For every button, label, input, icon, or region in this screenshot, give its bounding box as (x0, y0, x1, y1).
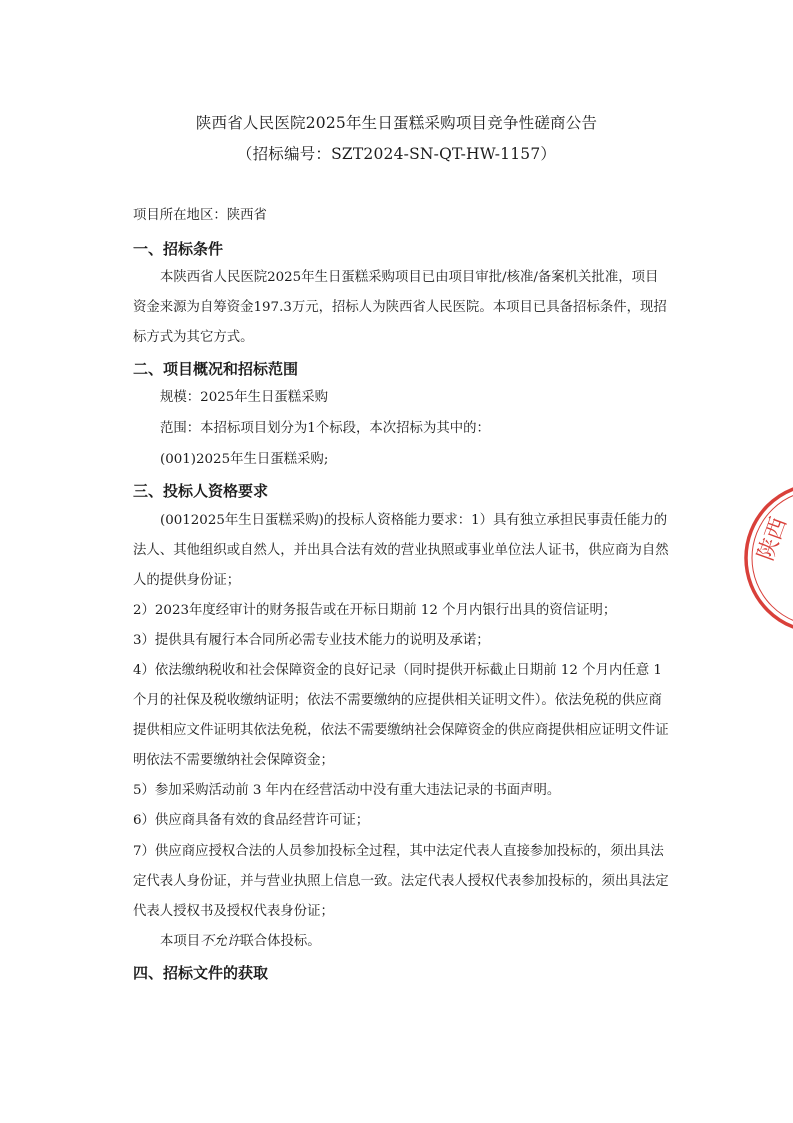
consortium-note (160, 933, 690, 951)
paragraph-line: 本陕西省人民医院2025年生日蛋糕采购项目已由项目审批/核准/备案机关批准，项目 (160, 270, 659, 285)
paragraph-line: 代表人授权书及授权代表身份证； (133, 904, 334, 919)
paragraph-line: 2）2023年度经审计的财务报告或在开标日期前 12 个月内银行出具的资信证明； (133, 603, 617, 618)
section-heading: 一、招标条件 (133, 240, 224, 258)
paragraph-line: 4）依法缴纳税收和社会保障资金的良好记录（同时提供开标截止日期前 12 个月内任意 1 (133, 663, 662, 678)
note-emphasis: 不允许 (200, 934, 241, 949)
paragraph-line: 7）供应商应授权合法的人员参加投标全过程，其中法定代表人直接参加投标的，须出具法 (133, 844, 664, 859)
seal-text: 陕西 (753, 514, 793, 565)
paragraph-line: 规模：2025年生日蛋糕采购 (160, 390, 328, 405)
paragraph-line: (0012025年生日蛋糕采购)的投标人资格能力要求：1）具有独立承担民事责任能力的 (160, 513, 668, 528)
section-heading: 四、招标文件的获取 (133, 964, 269, 982)
paragraph-line: 标方式为其它方式。 (133, 330, 254, 345)
paragraph-line: 明依法不需要缴纳社会保障资金； (133, 753, 334, 768)
note-suffix: 联合体投标。 (240, 934, 321, 949)
document-title: 陕西省人民医院2025年生日蛋糕采购项目竞争性磋商公告 (195, 114, 598, 132)
paragraph-line: 人的提供身份证； (133, 573, 241, 588)
official-seal-stamp (740, 478, 793, 638)
section-heading: 三、投标人资格要求 (133, 482, 269, 500)
paragraph-line: 6）供应商具备有效的食品经营许可证； (133, 813, 370, 828)
project-region: 项目所在地区：陕西省 (133, 208, 267, 223)
paragraph-line: 法人、其他组织或自然人，并出具合法有效的营业执照或事业单位法人证书，供应商为自然 (133, 543, 669, 558)
paragraph-line: 提供相应文件证明其依法免税，依法不需要缴纳社会保障资金的供应商提供相应证明文件证 (133, 723, 669, 738)
paragraph-line: 定代表人身份证，并与营业执照上信息一致。法定代表人授权代表参加投标的，须出具法定 (133, 874, 669, 889)
paragraph-line: (001)2025年生日蛋糕采购; (160, 452, 329, 467)
paragraph-line: 资金来源为自筹资金197.3万元，招标人为陕西省人民医院。本项目已具备招标条件，现招 (133, 300, 667, 315)
paragraph-line: 3）提供具有履行本合同所必需专业技术能力的说明及承诺； (133, 633, 490, 648)
bid-number: （招标编号：SZT2024-SN-QT-HW-1157） (236, 145, 557, 163)
paragraph-line: 个月的社保及税收缴纳证明；依法不需要缴纳的应提供相关证明文件）。依法免税的供应商 (133, 693, 662, 708)
section-heading: 二、项目概况和招标范围 (133, 360, 299, 378)
paragraph-line: 5）参加采购活动前 3 年内在经营活动中没有重大违法记录的书面声明。 (133, 783, 561, 798)
paragraph-line: 范围：本招标项目划分为1个标段，本次招标为其中的： (160, 421, 490, 436)
note-prefix: 本项目 (160, 934, 201, 949)
